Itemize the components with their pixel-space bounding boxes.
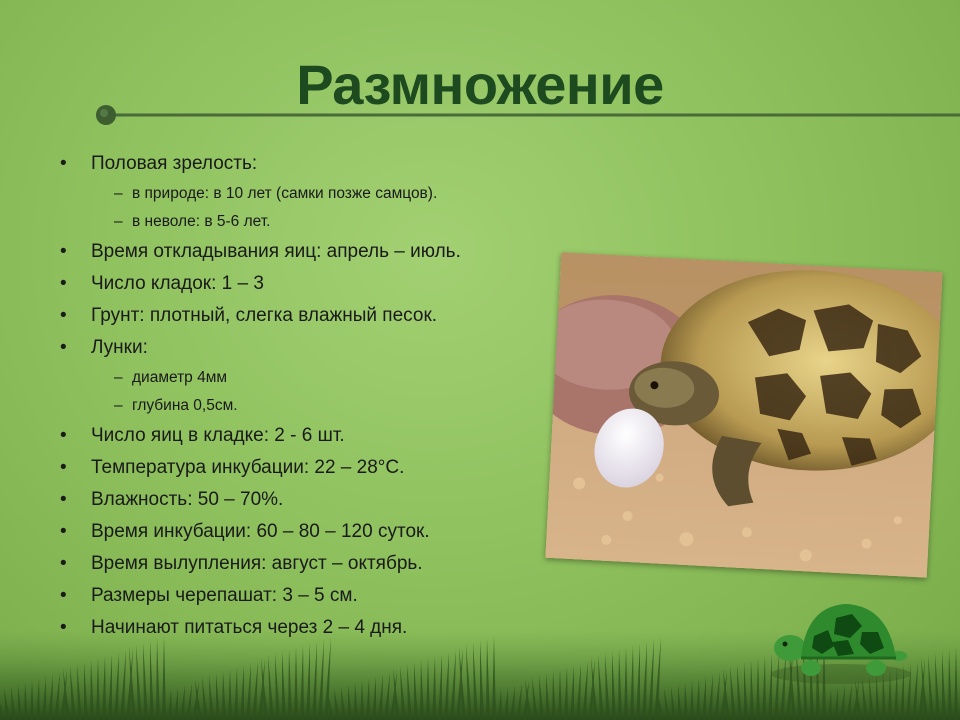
bullet-item: • Лунки: (60, 332, 620, 364)
sub-bullet-item: – в неволе: в 5-6 лет. (60, 208, 620, 236)
slide-title: Размножение (296, 53, 664, 116)
bullet-item: • Время инкубации: 60 – 80 – 120 суток. (60, 516, 620, 548)
green-turtle-icon (766, 596, 916, 688)
bullet-item: • Число кладок: 1 – 3 (60, 268, 620, 300)
bullet-list (60, 148, 620, 644)
tortoise-with-egg-photo (545, 252, 942, 578)
bullet-item: • Размеры черепашат: 3 – 5 см. (60, 580, 620, 612)
bullet-item: • Время откладывания яиц: апрель – июль. (60, 236, 620, 268)
sub-bullet-item: – в природе: в 10 лет (самки позже самцов). (60, 180, 620, 208)
bullet-item: • Половая зрелость: (60, 148, 620, 180)
sub-bullet-item: – глубина 0,5см. (60, 392, 620, 420)
title-divider (95, 103, 960, 127)
bullet-item: • Начинают питаться через 2 – 4 дня. (60, 612, 620, 644)
sub-bullet-item: – диаметр 4мм (60, 364, 620, 392)
bullet-item: • Влажность: 50 – 70%. (60, 484, 620, 516)
bullet-item: • Время вылупления: август – октябрь. (60, 548, 620, 580)
bullet-item: • Грунт: плотный, слегка влажный песок. (60, 300, 620, 332)
bullet-item: • Число яиц в кладке: 2 - 6 шт. (60, 420, 620, 452)
bullet-item: • Температура инкубации: 22 – 28°C. (60, 452, 620, 484)
